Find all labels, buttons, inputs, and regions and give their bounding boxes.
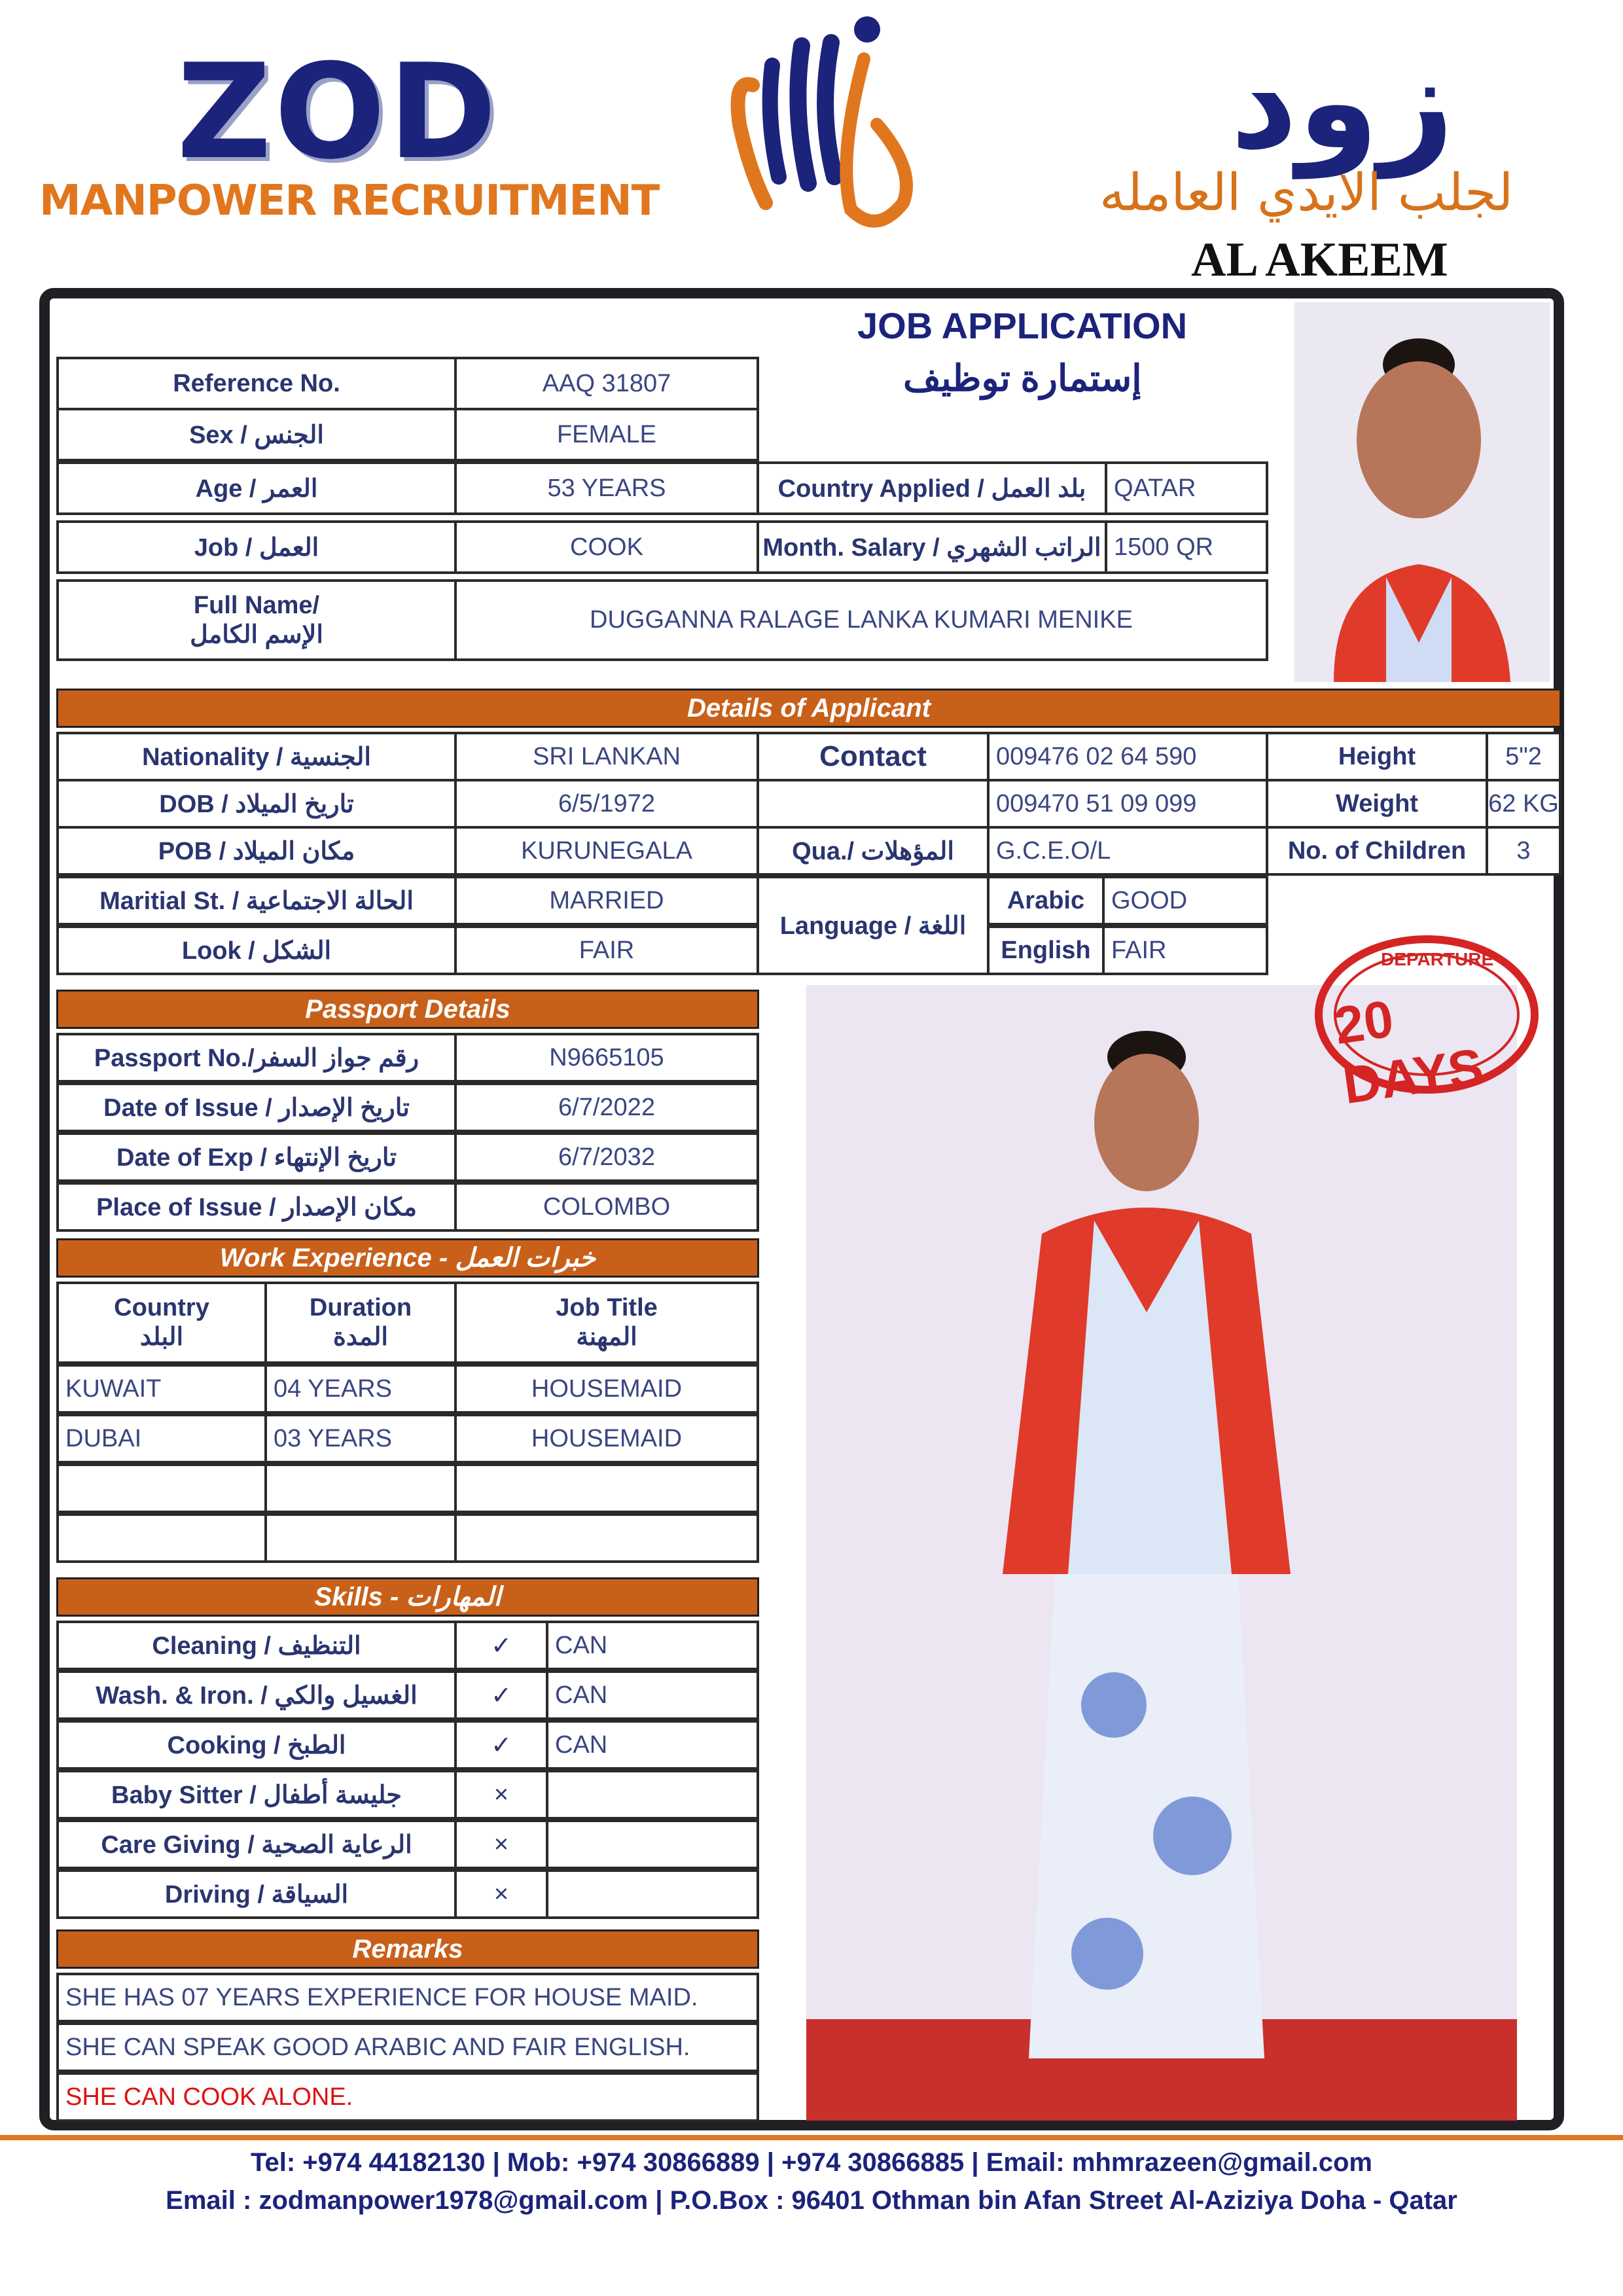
work-row-country: KUWAIT: [56, 1364, 267, 1414]
work-header-country-ar: البلد: [139, 1323, 184, 1351]
work-row-country: [56, 1513, 267, 1563]
place-of-issue-value: COLOMBO: [454, 1182, 759, 1232]
children-label: No. of Children: [1266, 826, 1488, 876]
work-row-job: [454, 1463, 759, 1513]
footer-contact-line-2: Email : zodmanpower1978@gmail.com | P.O.Box : 96401 Othman bin Afan Street Al-Aziziya Doha - Qatar: [166, 2186, 1457, 2215]
fullname-label-en: Full Name/: [193, 591, 320, 619]
work-header-country-en: Country: [114, 1294, 209, 1321]
brand-logo-en: ZOD: [177, 36, 500, 188]
work-header-job-en: Job Title: [556, 1294, 658, 1321]
marital-label: Maritial St. / الحالة الاجتماعية: [56, 876, 457, 925]
job-value: COOK: [454, 520, 759, 574]
skill-label: Baby Sitter / جليسة أطفال: [56, 1770, 457, 1820]
remark-line: SHE CAN SPEAK GOOD ARABIC AND FAIR ENGLISH.: [56, 2022, 759, 2072]
brand-al-akeem: AL AKEEM: [1191, 233, 1448, 287]
arabic-label: Arabic: [987, 876, 1105, 925]
dob-value: 6/5/1972: [454, 779, 759, 829]
footer-divider: [0, 2135, 1623, 2140]
applicant-portrait: [1294, 302, 1550, 682]
work-row-country: DUBAI: [56, 1414, 267, 1463]
skill-value: [546, 1770, 759, 1820]
salary-label: Month. Salary / الراتب الشهري: [757, 520, 1107, 574]
work-row-job: HOUSEMAID: [454, 1414, 759, 1463]
issue-date-label: Date of Issue / تاريخ الإصدار: [56, 1083, 457, 1132]
work-row-country: [56, 1463, 267, 1513]
work-row-duration: 03 YEARS: [264, 1414, 457, 1463]
applicant-full-photo: [806, 985, 1517, 2121]
country-applied-label: Country Applied / بلد العمل: [757, 461, 1107, 515]
zod-emblem-icon: [720, 7, 929, 249]
dob-label: DOB / تاريخ الميلاد: [56, 779, 457, 829]
skill-label: Cleaning / التنظيف: [56, 1621, 457, 1670]
marital-value: MARRIED: [454, 876, 759, 925]
pob-value: KURUNEGALA: [454, 826, 759, 876]
look-value: FAIR: [454, 925, 759, 975]
fullname-label-ar: الإسم الكامل: [190, 620, 323, 649]
qualification-value: G.C.E.O/L: [987, 826, 1268, 876]
skill-value: [546, 1820, 759, 1869]
skill-label: Cooking / الطبخ: [56, 1720, 457, 1770]
skill-label: Driving / السياقة: [56, 1869, 457, 1919]
skill-cross-icon: ×: [454, 1820, 548, 1869]
remarks-bar: Remarks: [56, 1929, 759, 1969]
weight-label: Weight: [1266, 779, 1488, 829]
age-value: 53 YEARS: [454, 461, 759, 515]
skills-bar: Skills - المهارات: [56, 1577, 759, 1617]
brand-subtitle-ar: لجلب الايدي العامله: [1099, 164, 1514, 223]
issue-date-value: 6/7/2022: [454, 1083, 759, 1132]
work-experience-bar: Work Experience - خبرات العمل: [56, 1238, 759, 1278]
work-header-duration-ar: المدة: [333, 1323, 388, 1351]
contact-label-cell: [757, 779, 990, 829]
sex-value: FEMALE: [454, 408, 759, 461]
qualification-label: Qua./ المؤهلات: [757, 826, 990, 876]
work-header-duration-en: Duration: [309, 1294, 412, 1321]
passport-no-value: N9665105: [454, 1033, 759, 1083]
work-row-job: HOUSEMAID: [454, 1364, 759, 1414]
job-label: Job / العمل: [56, 520, 457, 574]
stamp-main-text: 20 DAYS: [1330, 989, 1487, 1115]
work-row-duration: [264, 1513, 457, 1563]
reference-value: AAQ 31807: [454, 357, 759, 410]
look-label: Look / الشكل: [56, 925, 457, 975]
work-row-job: [454, 1513, 759, 1563]
height-value: 5"2: [1486, 732, 1561, 781]
arabic-value: GOOD: [1102, 876, 1268, 925]
work-header-duration: [264, 1282, 457, 1364]
skill-check-icon: ✓: [454, 1720, 548, 1770]
fullname-value: DUGGANNA RALAGE LANKA KUMARI MENIKE: [454, 579, 1268, 661]
skill-value: CAN: [546, 1670, 759, 1720]
place-of-issue-label: Place of Issue / مكان الإصدار: [56, 1182, 457, 1232]
skill-cross-icon: ×: [454, 1770, 548, 1820]
work-row-duration: 04 YEARS: [264, 1364, 457, 1414]
contact-1: 009476 02 64 590: [987, 732, 1268, 781]
brand-logo-ar: زود: [1230, 26, 1455, 179]
skill-cross-icon: ×: [454, 1869, 548, 1919]
stamp-top-text: DEPARTURE: [1381, 949, 1494, 969]
english-label: English: [987, 925, 1105, 975]
exp-date-value: 6/7/2032: [454, 1132, 759, 1182]
skill-label: Care Giving / الرعاية الصحية: [56, 1820, 457, 1869]
nationality-label: Nationality / الجنسية: [56, 732, 457, 781]
work-row-duration: [264, 1463, 457, 1513]
skill-value: [546, 1869, 759, 1919]
salary-value: 1500 QR: [1105, 520, 1268, 574]
passport-bar: Passport Details: [56, 990, 759, 1029]
passport-no-label: Passport No./رقم جواز السفر: [56, 1033, 457, 1083]
height-label: Height: [1266, 732, 1488, 781]
skill-check-icon: ✓: [454, 1621, 548, 1670]
remark-line-highlight: SHE CAN COOK ALONE.: [56, 2072, 759, 2122]
reference-label: Reference No.: [56, 357, 457, 410]
pob-label: POB / مكان الميلاد: [56, 826, 457, 876]
skill-value: CAN: [546, 1621, 759, 1670]
work-header-job-ar: المهنة: [576, 1323, 637, 1351]
details-bar: Details of Applicant: [56, 689, 1561, 728]
weight-value: 62 KG: [1486, 779, 1561, 829]
skill-label: Wash. & Iron. / الغسيل والكي: [56, 1670, 457, 1720]
departure-stamp: [1309, 929, 1544, 1115]
contact-label: Contact: [757, 732, 990, 781]
age-label: Age / العمر: [56, 461, 457, 515]
skill-check-icon: ✓: [454, 1670, 548, 1720]
language-label: Language / اللغة: [757, 876, 990, 975]
sex-label: Sex / الجنس: [56, 408, 457, 461]
remark-line: SHE HAS 07 YEARS EXPERIENCE FOR HOUSE MAID.: [56, 1973, 759, 2022]
country-applied-value: QATAR: [1105, 461, 1268, 515]
brand-subtitle: MANPOWER RECRUITMENT: [39, 177, 660, 225]
work-header-country: [56, 1282, 267, 1364]
children-value: 3: [1486, 826, 1561, 876]
page-title: JOB APPLICATION: [857, 305, 1188, 346]
contact-2: 009470 51 09 099: [987, 779, 1268, 829]
english-value: FAIR: [1102, 925, 1268, 975]
skill-value: CAN: [546, 1720, 759, 1770]
work-header-job: [454, 1282, 759, 1364]
nationality-value: SRI LANKAN: [454, 732, 759, 781]
page-title-ar: إستمارة توظيف: [903, 357, 1142, 399]
exp-date-label: Date of Exp / تاريخ الإنتهاء: [56, 1132, 457, 1182]
footer-contact-line-1: Tel: +974 44182130 | Mob: +974 30866889 | +974 30866885 | Email: mhmrazeen@gmail.com: [251, 2148, 1372, 2177]
fullname-label: [56, 579, 457, 661]
